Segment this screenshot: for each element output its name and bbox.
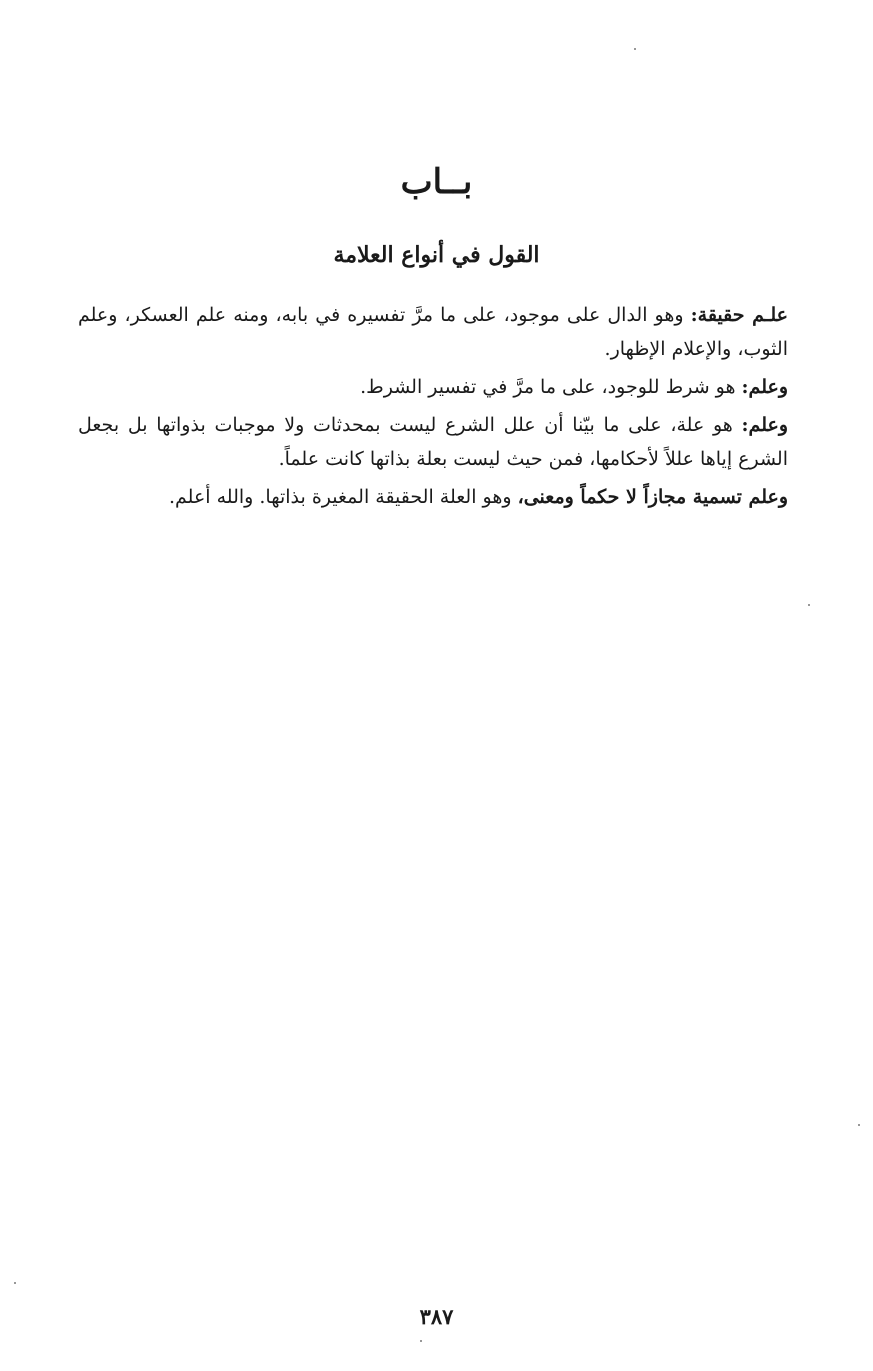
page-number: ٣٨٧ xyxy=(419,1304,454,1329)
paragraph-3 xyxy=(78,408,788,476)
paragraph-term: وعلم: xyxy=(741,414,788,436)
paragraph-2 xyxy=(78,370,788,404)
paragraph-term: علـم حقيقة: xyxy=(690,304,789,326)
scan-speck xyxy=(634,48,636,50)
scan-speck xyxy=(808,604,810,606)
paragraph-text: هو شرط للوجود، على ما مرَّ في تفسير الشرط. xyxy=(360,376,742,398)
paragraph-1 xyxy=(78,298,788,366)
section-heading: القول في أنواع العلامة xyxy=(333,242,540,268)
scan-speck xyxy=(858,1124,860,1126)
paragraph-text: هو علة، على ما بيّنا أن علل الشرع ليست بمحدثات ولا موجبات بذواتها بل بجعل الشرع إياها عللاً لأحكامها، فمن حيث ليست بعلة بذاتها كانت علماً. xyxy=(78,414,788,470)
paragraph-term: وعلم: xyxy=(741,376,788,398)
paragraph-term: وعلم تسمية مجازاً لا حكماً ومعنى، xyxy=(517,486,788,508)
scan-speck xyxy=(14,1282,16,1284)
paragraph-text: وهو الدال على موجود، على ما مرَّ تفسيره في بابه، ومنه علم العسكر، وعلم الثوب، والإعلام الإظهار. xyxy=(78,304,788,360)
chapter-heading: بــاب xyxy=(400,162,473,202)
paragraph-4 xyxy=(78,480,788,514)
body-text xyxy=(78,298,788,518)
scan-speck xyxy=(420,1340,422,1342)
paragraph-text: وهو العلة الحقيقة المغيرة بذاتها. والله أعلم. xyxy=(168,486,518,508)
